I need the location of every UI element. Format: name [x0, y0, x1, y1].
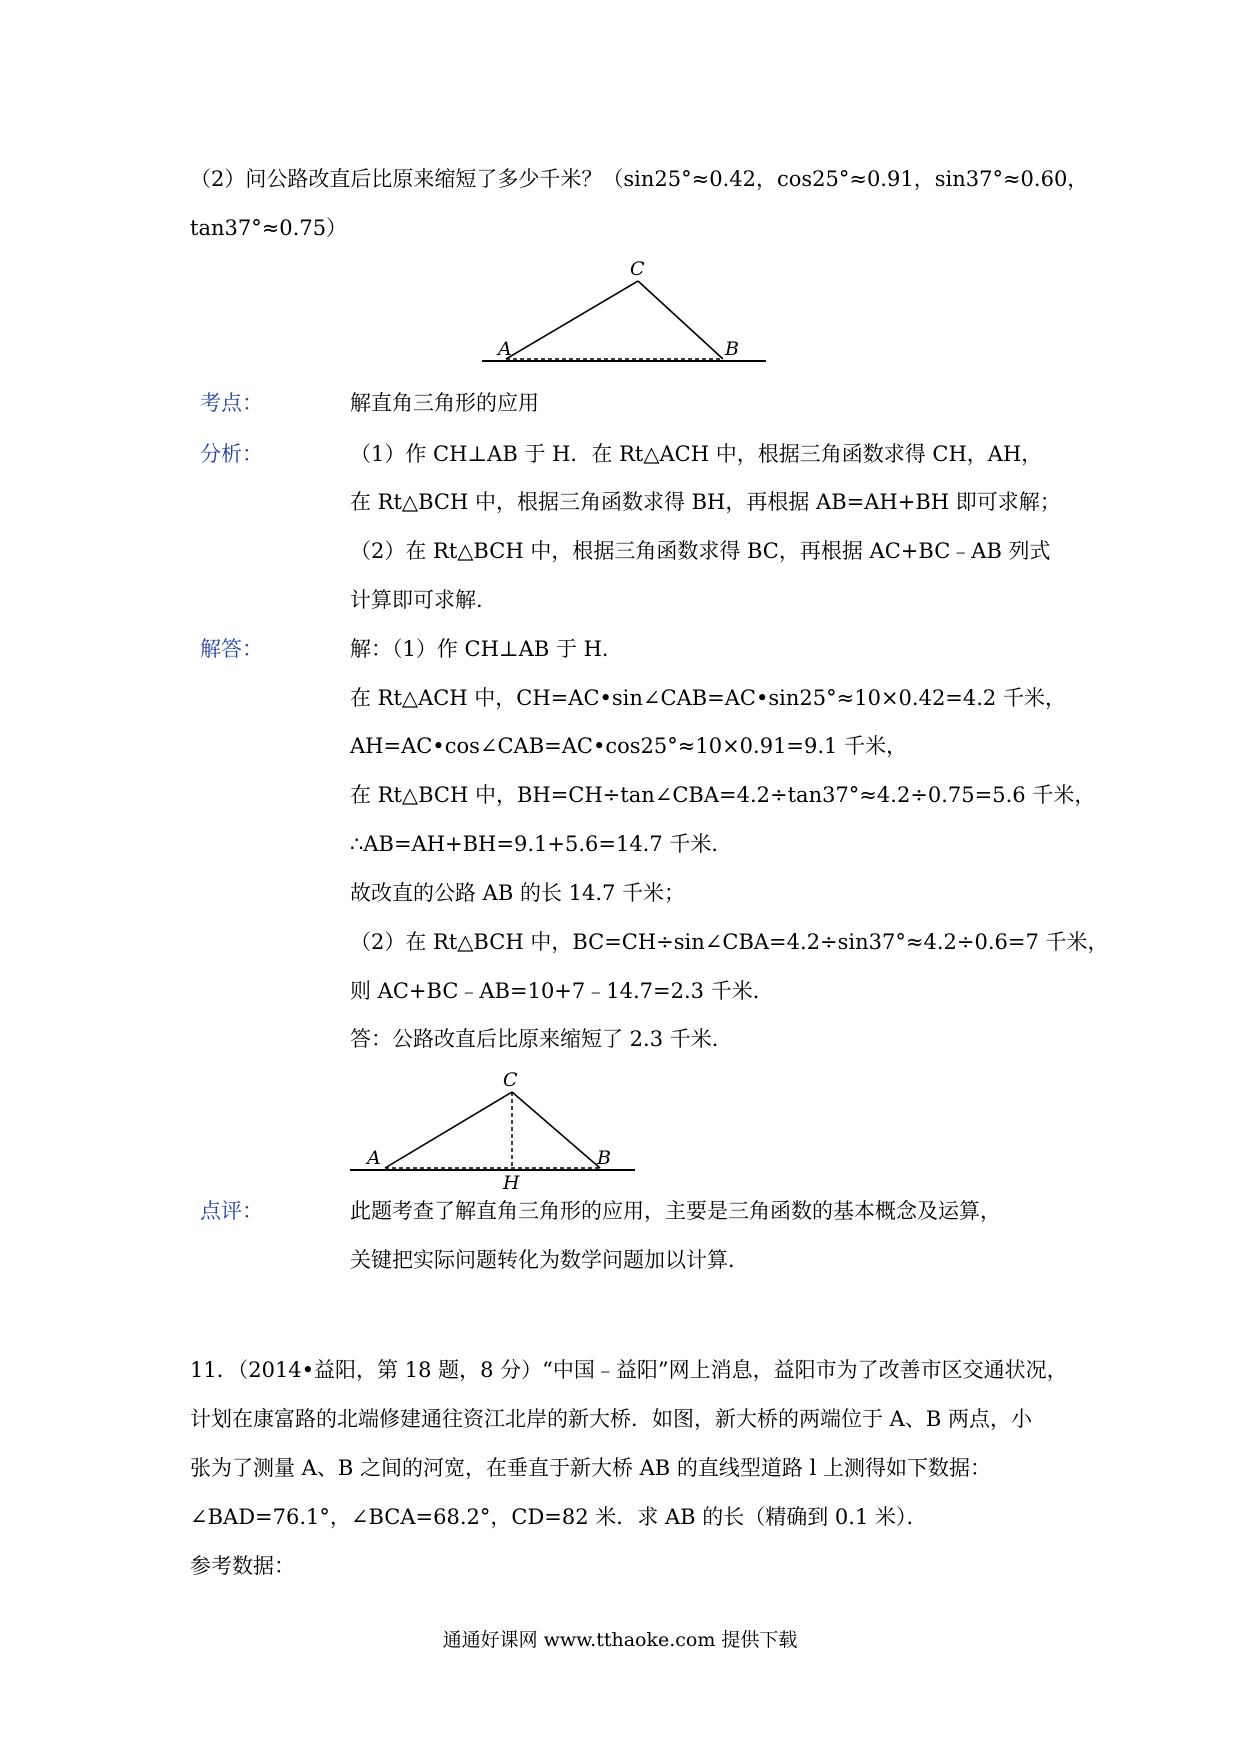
segment-cb: [512, 1092, 600, 1168]
point-label-c: C: [503, 1069, 518, 1091]
segment-ac: [385, 1092, 512, 1168]
fenxi-label: 分析：: [200, 442, 263, 466]
page-footer: 通通好课网 www.tthaoke.com 提供下载: [442, 1629, 798, 1651]
kaodian-label: 考点：: [200, 391, 263, 415]
jieda-line-3: AH=AC•cos∠CAB=AC•cos25°≈10×0.91=9.1 千米，: [350, 734, 908, 758]
jieda-line-8: 则 AC+BC﹣AB=10+7﹣14.7=2.3 千米．: [350, 979, 774, 1003]
question11-line-5: 参考数据：: [190, 1554, 295, 1578]
point-label-a: A: [498, 338, 512, 360]
jieda-line-2: 在 Rt△ACH 中，CH=AC•sin∠CAB=AC•sin25°≈10×0.42=4.2 千米，: [350, 686, 1066, 710]
point-label-h: H: [503, 1172, 520, 1193]
segment-ac: [506, 281, 638, 359]
jieda-label: 解答：: [200, 637, 263, 661]
dianping-line-2: 关键把实际问题转化为数学问题加以计算．: [350, 1248, 749, 1272]
segment-cb: [638, 281, 723, 359]
jieda-line-4: 在 Rt△BCH 中，BH=CH÷tan∠CBA=4.2÷tan37°≈4.2÷0.75=5.6 千米，: [350, 783, 1096, 807]
question11-line-1: 11．（2014•益阳，第 18 题，8 分）“中国﹣益阳”网上消息，益阳市为了改善市区交通状况，: [190, 1358, 1068, 1382]
question-part2-line1: （2）问公路改直后比原来缩短了多少千米？（sin25°≈0.42，cos25°≈0.91，sin37°≈0.60，: [190, 167, 1089, 191]
kaodian-text: 解直角三角形的应用: [350, 391, 539, 415]
fenxi-line-4: 计算即可求解．: [350, 588, 497, 612]
triangle-figure-1: [470, 255, 770, 365]
fenxi-line-2: 在 Rt△BCH 中，根据三角函数求得 BH，再根据 AB=AH+BH 即可求解；: [350, 490, 1061, 514]
fenxi-line-3: （2）在 Rt△BCH 中，根据三角函数求得 BC，再根据 AC+BC﹣AB 列式: [350, 539, 1051, 563]
point-label-b: B: [725, 338, 739, 360]
dianping-line-1: 此题考查了解直角三角形的应用，主要是三角函数的基本概念及运算，: [350, 1199, 1001, 1223]
jieda-line-9: 答：公路改直后比原来缩短了 2.3 千米．: [350, 1027, 733, 1051]
point-label-b: B: [597, 1147, 611, 1169]
jieda-line-5: ∴AB=AH+BH=9.1+5.6=14.7 千米．: [350, 832, 733, 856]
question11-line-2: 计划在康富路的北端修建通往资江北岸的新大桥．如图，新大桥的两端位于 A、B 两点，小: [190, 1407, 1032, 1431]
question-part2-line2: tan37°≈0.75）: [190, 216, 348, 240]
triangle-figure-2: [345, 1068, 645, 1193]
dianping-label: 点评：: [200, 1199, 263, 1223]
jieda-line-6: 故改直的公路 AB 的长 14.7 千米；: [350, 881, 686, 905]
question11-line-3: 张为了测量 A、B 之间的河宽，在垂直于新大桥 AB 的直线型道路 l 上测得如下数据：: [190, 1456, 991, 1480]
fenxi-line-1: （1）作 CH⊥AB 于 H．在 Rt△ACH 中，根据三角函数求得 CH，AH，: [350, 442, 1043, 466]
question11-line-4: ∠BAD=76.1°，∠BCA=68.2°，CD=82 米．求 AB 的长（精确到 0.1 米）．: [190, 1505, 928, 1529]
point-label-c: C: [630, 258, 645, 280]
jieda-line-7: （2）在 Rt△BCH 中，BC=CH÷sin∠CBA=4.2÷sin37°≈4.2÷0.6=7 千米，: [350, 930, 1109, 954]
jieda-line-1: 解：（1）作 CH⊥AB 于 H．: [350, 637, 623, 661]
point-label-a: A: [367, 1147, 381, 1169]
